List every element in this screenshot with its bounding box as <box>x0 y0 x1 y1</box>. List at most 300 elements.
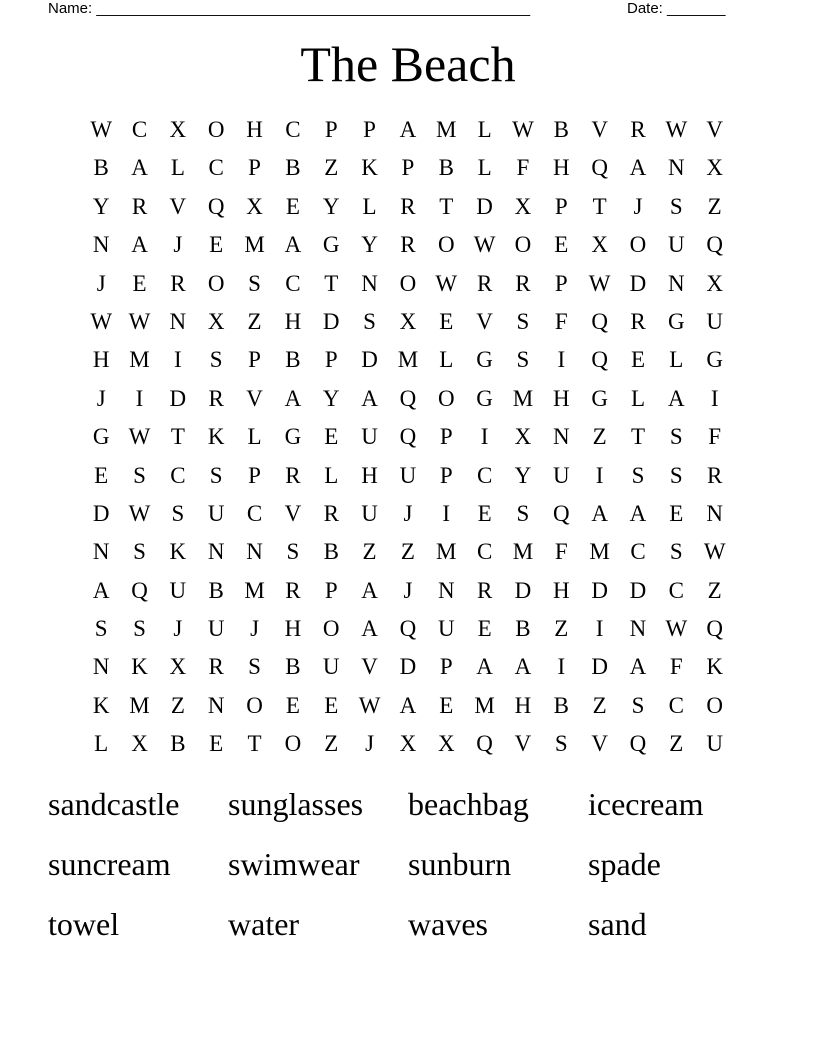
grid-letter[interactable]: K <box>131 654 148 680</box>
grid-letter[interactable]: M <box>397 347 419 373</box>
grid-letter[interactable]: A <box>284 232 302 258</box>
grid-letter[interactable]: V <box>591 117 608 142</box>
grid-letter[interactable]: O <box>207 270 225 296</box>
grid-letter[interactable]: I <box>595 616 604 642</box>
grid-row <box>82 226 734 264</box>
grid-letter[interactable]: S <box>171 500 185 526</box>
grid-letter[interactable]: B <box>285 347 301 373</box>
grid-letter[interactable]: X <box>399 308 417 334</box>
grid-letter[interactable]: I <box>480 424 489 450</box>
grid-letter[interactable]: P <box>248 462 261 488</box>
grid-letter[interactable]: G <box>284 424 302 450</box>
grid-letter[interactable]: B <box>553 117 569 142</box>
grid-letter[interactable]: S <box>363 308 376 334</box>
grid-letter[interactable]: B <box>285 155 301 181</box>
grid-letter[interactable]: E <box>477 500 492 526</box>
grid-letter[interactable]: E <box>477 616 492 642</box>
grid-letter[interactable]: Z <box>707 193 722 219</box>
grid-letter[interactable]: D <box>476 193 493 219</box>
grid-letter[interactable]: R <box>515 270 531 296</box>
grid-letter[interactable]: C <box>208 155 224 181</box>
grid-letter[interactable]: W <box>473 232 496 258</box>
grid-letter[interactable]: N <box>552 424 570 450</box>
grid-letter[interactable]: O <box>629 232 647 258</box>
grid-letter[interactable]: H <box>246 117 263 142</box>
grid-letter[interactable]: F <box>516 155 530 181</box>
grid-letter[interactable]: W <box>665 117 688 142</box>
grid-letter[interactable]: Q <box>476 731 493 757</box>
grid-letter[interactable]: U <box>706 308 723 334</box>
grid-letter[interactable]: P <box>554 270 568 296</box>
grid-letter[interactable]: D <box>514 577 532 603</box>
grid-letter[interactable]: J <box>173 616 183 642</box>
grid-letter[interactable]: A <box>668 385 685 411</box>
grid-letter[interactable]: L <box>94 731 109 757</box>
grid-letter[interactable]: O <box>322 616 340 642</box>
grid-letter[interactable]: C <box>285 270 301 296</box>
grid-letter[interactable]: W <box>128 424 151 450</box>
grid-letter[interactable]: O <box>399 270 417 296</box>
grid-letter[interactable]: R <box>170 270 186 296</box>
grid-row <box>82 111 734 149</box>
grid-letter[interactable]: U <box>361 424 378 450</box>
grid-letter[interactable]: C <box>476 539 493 565</box>
grid-letter[interactable]: Y <box>322 193 340 219</box>
grid-letter[interactable]: M <box>244 577 265 603</box>
grid-letter[interactable]: Z <box>247 308 262 334</box>
grid-letter[interactable]: H <box>514 692 532 718</box>
grid-letter[interactable]: R <box>400 232 416 258</box>
grid-letter[interactable]: P <box>363 117 376 142</box>
grid-letter[interactable]: U <box>207 500 225 526</box>
grid-letter[interactable]: A <box>92 577 110 603</box>
grid-letter[interactable]: A <box>284 385 302 411</box>
grid-letter[interactable]: V <box>169 193 187 219</box>
grid-letter[interactable]: X <box>131 731 148 757</box>
grid-letter[interactable]: S <box>669 539 683 565</box>
grid-letter[interactable]: V <box>284 500 302 526</box>
grid-letter[interactable]: E <box>439 692 454 718</box>
grid-letter[interactable]: E <box>324 692 339 718</box>
grid-letter[interactable]: O <box>706 692 723 718</box>
grid-letter[interactable]: T <box>630 424 646 450</box>
grid-letter[interactable]: W <box>128 308 151 334</box>
grid-letter[interactable]: J <box>403 577 413 603</box>
grid-letter[interactable]: U <box>668 232 685 258</box>
grid-letter[interactable]: B <box>170 731 186 757</box>
grid-letter[interactable]: L <box>477 155 492 181</box>
grid-letter[interactable]: N <box>92 539 110 565</box>
grid-letter[interactable]: U <box>399 462 417 488</box>
grid-letter[interactable]: E <box>285 692 300 718</box>
grid-letter[interactable]: V <box>246 385 263 411</box>
grid-letter[interactable]: L <box>439 347 454 373</box>
grid-letter[interactable]: E <box>554 232 569 258</box>
grid-row <box>82 572 734 610</box>
grid-letter[interactable]: K <box>169 539 187 565</box>
grid-letter[interactable]: P <box>248 155 261 181</box>
grid-letter[interactable]: R <box>208 654 224 680</box>
grid-letter[interactable]: P <box>439 462 453 488</box>
grid-letter[interactable]: X <box>514 193 532 219</box>
grid-letter[interactable]: A <box>361 577 378 603</box>
grid-letter[interactable]: W <box>435 270 458 296</box>
grid-letter[interactable]: G <box>706 347 723 373</box>
grid-letter[interactable]: U <box>706 731 723 757</box>
grid-letter[interactable]: H <box>284 308 302 334</box>
grid-letter[interactable]: G <box>591 385 608 411</box>
grid-letter[interactable]: E <box>669 500 684 526</box>
grid-letter[interactable]: E <box>209 731 224 757</box>
grid-letter[interactable]: H <box>552 577 570 603</box>
word-list-item: icecream <box>588 786 704 822</box>
grid-letter[interactable]: O <box>514 232 532 258</box>
grid-letter[interactable]: L <box>170 155 185 181</box>
grid-letter[interactable]: R <box>476 270 493 296</box>
grid-letter[interactable]: W <box>703 539 726 565</box>
grid-letter[interactable]: M <box>436 539 457 565</box>
grid-letter[interactable]: Q <box>131 577 148 603</box>
grid-letter[interactable]: S <box>631 462 645 488</box>
grid-letter[interactable]: R <box>476 577 493 603</box>
grid-letter[interactable]: M <box>244 232 265 258</box>
grid-letter[interactable]: L <box>630 385 646 411</box>
grid-letter[interactable]: X <box>169 654 187 680</box>
grid-letter[interactable]: G <box>476 347 493 373</box>
grid-letter[interactable]: J <box>365 731 375 757</box>
grid-letter[interactable]: I <box>710 385 719 411</box>
grid-letter[interactable]: J <box>633 193 643 219</box>
grid-letter[interactable]: V <box>514 731 532 757</box>
grid-letter[interactable]: P <box>439 654 453 680</box>
grid-letter[interactable]: N <box>706 500 723 526</box>
grid-row <box>82 648 734 686</box>
grid-letter[interactable]: G <box>668 308 685 334</box>
grid-letter[interactable]: X <box>399 731 417 757</box>
grid-letter[interactable]: G <box>322 232 340 258</box>
grid-letter[interactable]: X <box>591 232 608 258</box>
grid-letter[interactable]: C <box>668 577 684 603</box>
grid-letter[interactable]: Z <box>400 539 415 565</box>
grid-letter[interactable]: U <box>169 577 187 603</box>
grid-letter[interactable]: U <box>207 616 225 642</box>
grid-letter[interactable]: R <box>285 462 301 488</box>
grid-letter[interactable]: N <box>92 654 110 680</box>
grid-letter[interactable]: P <box>324 347 338 373</box>
grid-letter[interactable]: D <box>322 308 340 334</box>
grid-letter[interactable]: P <box>324 117 338 142</box>
grid-letter[interactable]: U <box>322 654 340 680</box>
grid-letter[interactable]: M <box>512 539 534 565</box>
grid-letter[interactable]: C <box>170 462 186 488</box>
grid-letter[interactable]: B <box>285 654 301 680</box>
grid-letter[interactable]: R <box>131 193 148 219</box>
grid-letter[interactable]: F <box>669 654 683 680</box>
grid-letter[interactable]: P <box>401 155 415 181</box>
grid-letter[interactable]: Z <box>324 731 339 757</box>
grid-letter[interactable]: E <box>439 308 454 334</box>
grid-letter[interactable]: F <box>708 424 722 450</box>
grid-letter[interactable]: P <box>248 347 261 373</box>
grid-letter[interactable]: I <box>557 347 566 373</box>
grid-letter[interactable]: J <box>403 500 413 526</box>
grid-letter[interactable]: X <box>246 193 263 219</box>
grid-letter[interactable]: I <box>174 347 182 373</box>
grid-letter[interactable]: R <box>630 117 646 142</box>
grid-letter[interactable]: D <box>591 577 608 603</box>
grid-letter[interactable]: M <box>512 385 534 411</box>
grid-letter[interactable]: B <box>515 616 531 642</box>
grid-letter[interactable]: H <box>552 385 570 411</box>
grid-letter[interactable]: X <box>514 424 532 450</box>
grid-letter[interactable]: V <box>706 117 723 142</box>
grid-letter[interactable]: Q <box>629 731 647 757</box>
grid-letter[interactable]: W <box>358 692 381 718</box>
grid-letter[interactable]: R <box>323 500 339 526</box>
grid-letter[interactable]: J <box>96 385 106 411</box>
grid-letter[interactable]: T <box>439 193 454 219</box>
grid-letter[interactable]: X <box>437 731 455 757</box>
grid-letter[interactable]: A <box>591 500 608 526</box>
grid-letter[interactable]: G <box>92 424 110 450</box>
grid-letter[interactable]: B <box>93 155 109 181</box>
grid-letter[interactable]: A <box>476 654 493 680</box>
grid-letter[interactable]: S <box>133 539 146 565</box>
grid-letter[interactable]: M <box>474 692 495 718</box>
grid-letter[interactable]: Q <box>399 616 417 642</box>
grid-letter[interactable]: T <box>170 424 185 450</box>
grid-letter[interactable]: N <box>207 539 225 565</box>
word-list-item: waves <box>408 906 488 942</box>
grid-letter[interactable]: Z <box>362 539 377 565</box>
grid-letter[interactable]: D <box>629 577 647 603</box>
grid-letter[interactable]: H <box>361 462 378 488</box>
grid-letter[interactable]: X <box>207 308 225 334</box>
grid-letter[interactable]: A <box>629 500 647 526</box>
grid-letter[interactable]: S <box>248 654 261 680</box>
grid-letter[interactable]: S <box>94 616 108 642</box>
grid-letter[interactable]: Z <box>324 155 339 181</box>
grid-letter[interactable]: Q <box>399 385 417 411</box>
grid-letter[interactable]: S <box>669 193 683 219</box>
grid-letter[interactable]: L <box>362 193 377 219</box>
grid-letter[interactable]: O <box>207 117 225 142</box>
grid-letter[interactable]: P <box>554 193 568 219</box>
grid-letter[interactable]: O <box>437 385 455 411</box>
grid-letter[interactable]: F <box>554 539 568 565</box>
grid-letter[interactable]: W <box>128 500 151 526</box>
grid-letter[interactable]: N <box>207 692 225 718</box>
grid-letter[interactable]: O <box>284 731 302 757</box>
grid-letter[interactable]: J <box>250 616 260 642</box>
grid-letter[interactable]: E <box>324 424 339 450</box>
grid-letter[interactable]: A <box>629 654 647 680</box>
grid-letter[interactable]: W <box>665 616 688 642</box>
grid-letter[interactable]: Z <box>592 692 607 718</box>
grid-letter[interactable]: A <box>399 117 417 142</box>
grid-letter[interactable]: L <box>247 424 262 450</box>
grid-letter[interactable]: O <box>437 232 455 258</box>
grid-row <box>82 687 734 725</box>
grid-letter[interactable]: C <box>285 117 301 142</box>
grid-letter[interactable]: N <box>437 577 455 603</box>
grid-letter[interactable]: T <box>592 193 607 219</box>
grid-letter[interactable]: Q <box>591 308 608 334</box>
grid-letter[interactable]: K <box>207 424 225 450</box>
grid-letter[interactable]: Z <box>170 692 185 718</box>
grid-letter[interactable]: A <box>514 654 532 680</box>
grid-letter[interactable]: A <box>131 232 148 258</box>
grid-letter[interactable]: R <box>285 577 301 603</box>
grid-letter[interactable]: R <box>400 193 416 219</box>
grid-letter[interactable]: C <box>668 692 684 718</box>
grid-letter[interactable]: S <box>669 462 683 488</box>
grid-letter[interactable]: Q <box>706 232 723 258</box>
grid-letter[interactable]: N <box>92 232 110 258</box>
grid-letter[interactable]: Q <box>706 616 723 642</box>
grid-letter[interactable]: U <box>552 462 570 488</box>
grid-letter[interactable]: E <box>630 347 646 373</box>
grid-letter[interactable]: J <box>96 270 106 296</box>
grid-letter[interactable]: F <box>554 308 568 334</box>
grid-letter[interactable]: Y <box>322 385 340 411</box>
grid-letter[interactable]: P <box>324 577 338 603</box>
grid-letter[interactable]: R <box>208 385 224 411</box>
grid-letter[interactable]: N <box>361 270 378 296</box>
grid-letter[interactable]: Q <box>591 347 608 373</box>
grid-letter[interactable]: S <box>554 731 568 757</box>
grid-letter[interactable]: S <box>516 308 530 334</box>
grid-letter[interactable]: A <box>629 155 647 181</box>
grid-letter[interactable]: N <box>668 270 685 296</box>
grid-letter[interactable]: Y <box>92 193 110 219</box>
grid-letter[interactable]: Y <box>514 462 532 488</box>
grid-letter[interactable]: B <box>553 692 569 718</box>
grid-letter[interactable]: R <box>707 462 723 488</box>
grid-letter[interactable]: S <box>209 347 223 373</box>
grid-letter[interactable]: Q <box>591 155 608 181</box>
grid-letter[interactable]: V <box>361 654 378 680</box>
grid-row <box>82 418 734 456</box>
grid-letter[interactable]: A <box>361 616 378 642</box>
grid-letter[interactable]: W <box>90 308 113 334</box>
grid-letter[interactable]: I <box>557 654 566 680</box>
grid-letter[interactable]: Q <box>207 193 225 219</box>
grid-letter[interactable]: S <box>133 462 146 488</box>
grid-letter[interactable]: E <box>132 270 147 296</box>
grid-letter[interactable]: I <box>135 385 144 411</box>
grid-letter[interactable]: W <box>512 117 534 142</box>
grid-letter[interactable]: C <box>246 500 263 526</box>
grid-letter[interactable]: A <box>361 385 378 411</box>
grid-letter[interactable]: M <box>129 692 150 718</box>
grid-letter[interactable]: V <box>476 308 493 334</box>
grid-letter[interactable]: A <box>399 692 417 718</box>
grid-letter[interactable]: D <box>92 500 110 526</box>
grid-letter[interactable]: A <box>131 155 148 181</box>
grid-letter[interactable]: N <box>246 539 263 565</box>
grid-letter[interactable]: X <box>706 155 723 181</box>
grid-letter[interactable]: U <box>437 616 455 642</box>
grid-letter[interactable]: N <box>169 308 187 334</box>
grid-letter[interactable]: Z <box>592 424 607 450</box>
grid-letter[interactable]: O <box>246 692 263 718</box>
grid-letter[interactable]: S <box>209 462 223 488</box>
grid-letter[interactable]: Z <box>554 616 569 642</box>
grid-letter[interactable]: D <box>361 347 378 373</box>
grid-letter[interactable]: H <box>552 155 570 181</box>
grid-letter[interactable]: S <box>248 270 261 296</box>
grid-letter[interactable]: M <box>129 347 150 373</box>
grid-letter[interactable]: X <box>169 117 187 142</box>
word-list-row <box>48 780 788 840</box>
grid-letter[interactable]: G <box>476 385 493 411</box>
grid-letter[interactable]: Y <box>361 232 378 258</box>
grid-letter[interactable]: C <box>630 539 646 565</box>
grid-letter[interactable]: E <box>94 462 109 488</box>
grid-letter[interactable]: R <box>630 308 646 334</box>
grid-letter[interactable]: B <box>323 539 339 565</box>
grid-letter[interactable]: Z <box>707 577 722 603</box>
grid-letter[interactable]: L <box>669 347 684 373</box>
grid-letter[interactable]: S <box>669 424 683 450</box>
grid-letter[interactable]: T <box>324 270 339 296</box>
grid-letter[interactable]: K <box>706 654 723 680</box>
grid-letter[interactable]: D <box>629 270 647 296</box>
grid-letter[interactable]: Q <box>399 424 417 450</box>
grid-letter[interactable]: X <box>706 270 723 296</box>
grid-letter[interactable]: K <box>92 692 110 718</box>
grid-letter[interactable]: I <box>442 500 451 526</box>
grid-letter[interactable]: S <box>286 539 300 565</box>
word-list-item: beachbag <box>408 786 529 822</box>
grid-letter[interactable]: H <box>284 616 302 642</box>
grid-letter[interactable]: Z <box>669 731 684 757</box>
grid-letter[interactable]: J <box>173 232 183 258</box>
grid-letter[interactable]: T <box>247 731 262 757</box>
grid-letter[interactable]: W <box>90 117 113 142</box>
grid-letter[interactable]: D <box>399 654 417 680</box>
grid-letter[interactable]: D <box>591 654 608 680</box>
grid-letter[interactable]: C <box>131 117 148 142</box>
grid-letter[interactable]: P <box>439 424 453 450</box>
grid-letter[interactable]: V <box>591 731 608 757</box>
grid-letter[interactable]: B <box>208 577 224 603</box>
grid-letter[interactable]: S <box>133 616 146 642</box>
grid-letter[interactable]: N <box>668 155 685 181</box>
grid-letter[interactable]: S <box>516 347 530 373</box>
grid-row <box>82 149 734 187</box>
grid-letter[interactable]: L <box>324 462 339 488</box>
grid-letter[interactable]: C <box>476 462 493 488</box>
grid-letter[interactable]: E <box>285 193 300 219</box>
grid-letter[interactable]: B <box>438 155 454 181</box>
grid-letter[interactable]: S <box>631 692 645 718</box>
grid-letter[interactable]: D <box>169 385 187 411</box>
grid-letter[interactable]: H <box>92 347 110 373</box>
grid-letter[interactable]: N <box>629 616 647 642</box>
grid-letter[interactable]: M <box>436 117 457 142</box>
grid-letter[interactable]: I <box>595 462 604 488</box>
grid-letter[interactable]: Q <box>552 500 570 526</box>
grid-letter[interactable]: U <box>361 500 378 526</box>
grid-letter[interactable]: S <box>516 500 530 526</box>
grid-letter[interactable]: L <box>477 117 492 142</box>
grid-letter[interactable]: E <box>209 232 224 258</box>
grid-letter[interactable]: W <box>588 270 611 296</box>
grid-letter[interactable]: K <box>361 155 378 181</box>
grid-letter[interactable]: M <box>589 539 610 565</box>
